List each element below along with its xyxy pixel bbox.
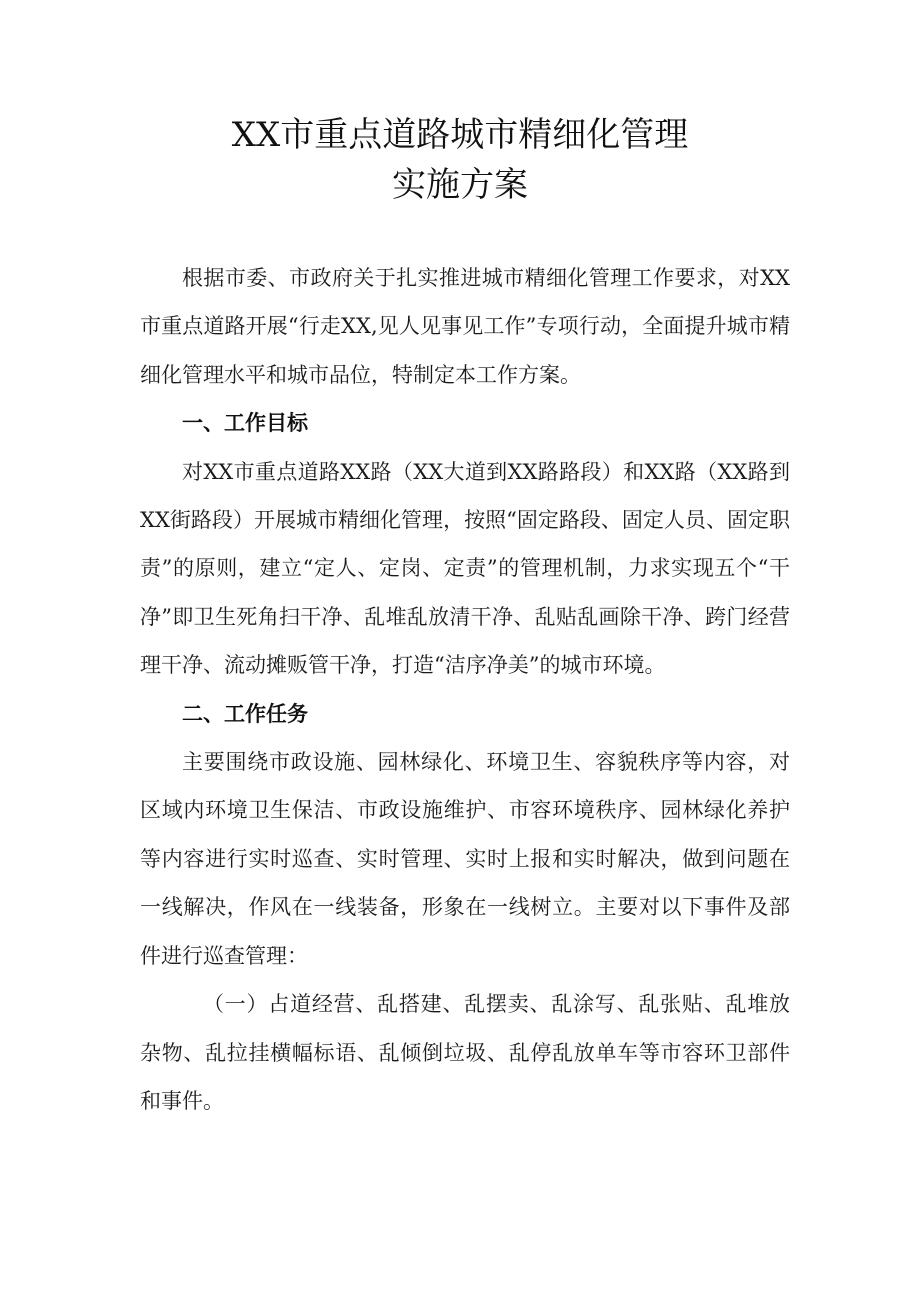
document-title-line2: 实施方案 <box>392 165 528 205</box>
section2-item1-paragraph: （一）占道经营、乱搭建、乱摆卖、乱涂写、乱张贴、乱堆放杂物、乱拉挂横幅标语、乱倾倒垃圾、乱停乱放单车等市容环卫部件和事件。 <box>140 992 790 1113</box>
intro-paragraph: 根据市委、市政府关于扎实推进城市精细化管理工作要求，对XX市重点道路开展“行走XX,见人见事见工作”专项行动，全面提升城市精细化管理水平和城市品位，特制定本工作方案。 <box>140 266 790 387</box>
section1-paragraph: 对XX市重点道路XX路（XX大道到XX路路段）和XX路（XX路到XX街路段）开展城市精细化管理，按照“固定路段、固定人员、固定职责”的原则，建立“定人、定岗、定责”的管理机制，力求实现五个“干净”即卫生死角扫干净、乱堆乱放清干净、乱贴乱画除干净、跨门经营理干净、流动摊贩管干净，打造“洁序净美”的城市环境。 <box>140 459 790 678</box>
document-title-line1: XX市重点道路城市精细化管理 <box>231 115 689 155</box>
section2-paragraph: 主要围绕市政设施、园林绿化、环境卫生、容貌秩序等内容，对区域内环境卫生保洁、市政设施维护、市容环境秩序、园林绿化养护等内容进行实时巡查、实时管理、实时上报和实时解决，做到问题在一线解决，作风在一线装备，形象在一线树立。主要对以下事件及部件进行巡查管理： <box>140 750 790 968</box>
section1-heading: 一、工作目标 <box>182 411 308 436</box>
section2-heading: 二、工作任务 <box>182 701 308 726</box>
document-body <box>140 254 790 1125</box>
